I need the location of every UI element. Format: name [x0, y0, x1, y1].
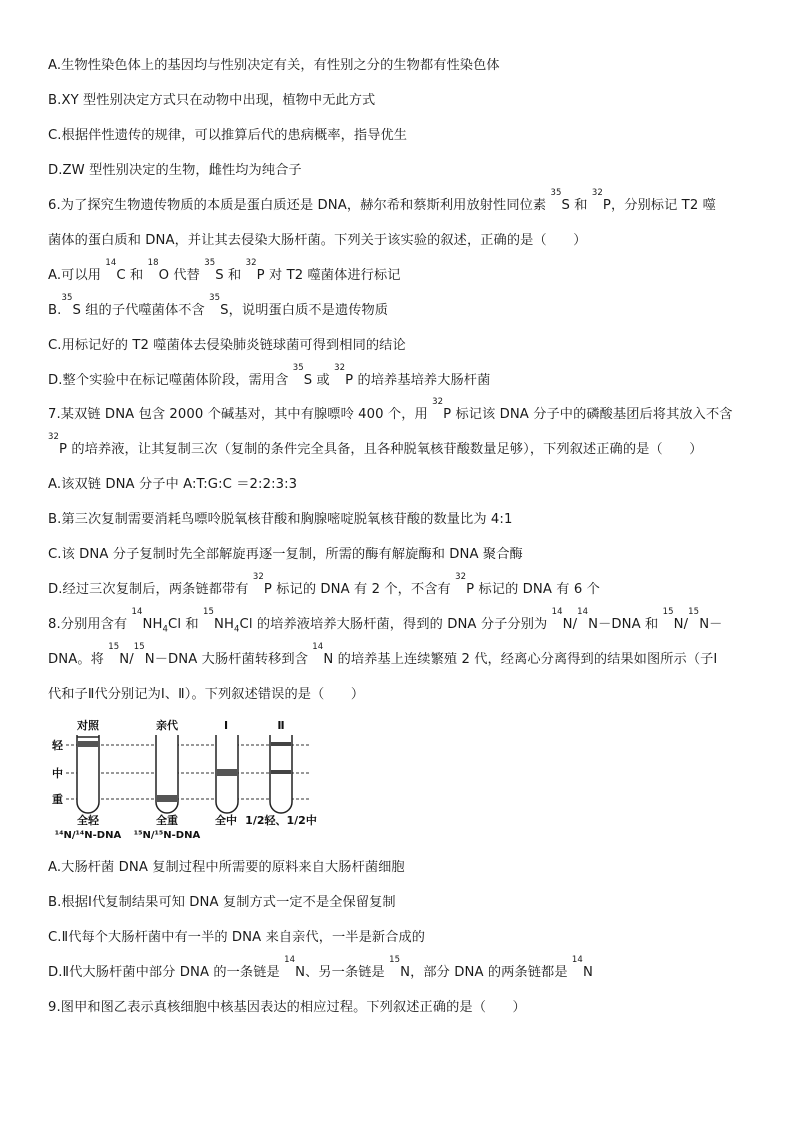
col-label-control: 对照 [77, 719, 99, 732]
q8-stem-part: N－DNA 和 [588, 617, 663, 632]
q8-stem-part: N/ [119, 652, 134, 667]
q5-option-a-text: A.生物性染色体上的基因均与性别决定有关，有性别之分的生物都有性染色体 [48, 58, 500, 73]
band-gen2-middle [271, 770, 291, 774]
row-label-middle: 中 [52, 767, 63, 780]
q8-sup: 14 [551, 607, 563, 617]
q6-b-part: S 组的子代噬菌体不含 [72, 303, 210, 318]
q8-sup: 15 [662, 607, 674, 617]
band-parent-heavy [157, 795, 177, 802]
q5-option-a [48, 56, 758, 76]
q6-b-sup: 35 [61, 293, 73, 303]
q7-d-part: P 标记的 DNA 有 6 个 [466, 582, 600, 597]
q8-stem-part: N/ [673, 617, 689, 632]
q7-stem-line2 [48, 432, 758, 460]
q7-stem-part: P 的培养液，让其复制三次（复制的条件完全具备，且各种脱氧核苷酸数量足够），下列叙述正确的是（ ） [59, 442, 703, 457]
q8-d-sup: 14 [284, 955, 296, 965]
q6-option-d [48, 363, 758, 391]
q6-sup: 35 [550, 188, 562, 198]
q6-c-text: C.用标记好的 T2 噬菌体去侵染肺炎链球菌可得到相同的结论 [48, 338, 406, 353]
q7-d-part: P 标记的 DNA 有 2 个，不含有 [263, 582, 456, 597]
q6-a-sup: 14 [105, 258, 117, 268]
q7-d-part: D.经过三次复制后，两条链都带有 [48, 582, 253, 597]
q8-stem-part: NH [142, 617, 163, 632]
q7-option-d [48, 572, 758, 600]
centrifugation-figure [48, 717, 318, 842]
q8-sup: 14 [577, 607, 589, 617]
bottom-label-gen2: 1/2轻、1/2中 [245, 814, 317, 827]
q8-stem-part: 8.分别用含有 [48, 617, 132, 632]
q5-option-b-text: B.XY 型性别决定方式只在动物中出现，植物中无此方式 [48, 93, 376, 108]
q6-a-part: C 和 [116, 268, 148, 283]
q6-stem-line1 [48, 188, 758, 216]
q6-b-part: S，说明蛋白质不是遗传物质 [220, 303, 389, 318]
sub-label-parent: ¹⁵N/¹⁵N-DNA [133, 830, 201, 841]
q6-a-sup: 18 [147, 258, 159, 268]
q6-d-sup: 32 [334, 363, 346, 373]
q8-a-text: A.大肠杆菌 DNA 复制过程中所需要的原料来自大肠杆菌细胞 [48, 860, 405, 875]
q8-option-a [48, 858, 758, 878]
q5-option-d-text: D.ZW 型性别决定的生物，雌性均为纯合子 [48, 163, 302, 178]
q7-stem-part: 7.某双链 DNA 包含 2000 个碱基对，其中有腺嘌呤 400 个，用 [48, 407, 433, 422]
q5-option-b [48, 91, 758, 111]
band-gen2-light [271, 742, 291, 746]
q6-b-part: B. [48, 303, 62, 318]
q6-a-part: A.可以用 [48, 268, 106, 283]
q6-option-b [48, 293, 758, 321]
q8-stem-part: DNA。将 [48, 652, 109, 667]
q8-c-text: C.Ⅱ代每个大肠杆菌中有一半的 DNA 来自亲代，一半是新合成的 [48, 930, 426, 945]
q6-stem-part: S 和 [561, 198, 592, 213]
q6-stem-part: 6.为了探究生物遗传物质的本质是蛋白质还是 DNA，赫尔希和蔡斯利用放射性同位素 [48, 198, 551, 213]
q7-d-sup: 32 [455, 572, 467, 582]
q8-sup: 15 [688, 607, 700, 617]
bottom-label-parent: 全重 [156, 814, 178, 827]
q8-stem-part: N－DNA 大肠杆菌转移到含 [144, 652, 313, 667]
q8-sub: 4 [234, 624, 240, 635]
row-label-light: 轻 [52, 739, 63, 752]
sub-label-control: ¹⁴N/¹⁴N-DNA [54, 830, 122, 841]
q8-stem-part: Cl 和 [168, 617, 203, 632]
q7-c-text: C.该 DNA 分子复制时先全部解旋再逐一复制，所需的酶有解旋酶和 DNA 聚合酶 [48, 547, 523, 562]
q8-d-part: D.Ⅱ代大肠杆菌中部分 DNA 的一条链是 [48, 965, 285, 980]
band-control-light [78, 741, 98, 747]
q8-stem-line1 [48, 607, 758, 640]
q8-sup: 15 [203, 607, 215, 617]
bottom-label-gen1: 全中 [215, 814, 237, 827]
q9-stem [48, 998, 758, 1018]
q6-a-part: S 和 [215, 268, 246, 283]
q9-stem-text: 9.图甲和图乙表示真核细胞中核基因表达的相应过程。下列叙述正确的是（ ） [48, 1000, 526, 1015]
q6-a-part: O 代替 [158, 268, 205, 283]
q7-d-sup: 32 [252, 572, 264, 582]
q6-stem-part: P，分别标记 T2 噬 [602, 198, 716, 213]
q6-stem-line2 [48, 231, 758, 251]
q8-sup: 15 [108, 642, 120, 652]
q8-option-d [48, 955, 758, 983]
q6-option-a [48, 258, 758, 286]
q8-stem-part: 代和子Ⅱ代分别记为Ⅰ、Ⅱ）。下列叙述错误的是（ ） [48, 687, 365, 702]
q8-stem-part: N－ [699, 617, 723, 632]
q5-option-c [48, 126, 758, 146]
q7-b-text: B.第三次复制需要消耗鸟嘌呤脱氧核苷酸和胸腺嘧啶脱氧核苷酸的数量比为 4:1 [48, 512, 513, 527]
q7-sup: 32 [48, 432, 60, 442]
q6-d-part: D.整个实验中在标记噬菌体阶段，需用含 [48, 373, 293, 388]
q8-stem-part: N 的培养基上连续繁殖 2 代，经离心分离得到的结果如图所示（子Ⅰ [323, 652, 718, 667]
bottom-label-control: 全轻 [77, 814, 99, 827]
q8-b-text: B.根据Ⅰ代复制结果可知 DNA 复制方式一定不是全保留复制 [48, 895, 396, 910]
q8-d-sup: 15 [389, 955, 401, 965]
q7-sup: 32 [432, 397, 444, 407]
q5-option-d [48, 161, 758, 181]
col-label-gen1: Ⅰ [223, 719, 229, 732]
q6-stem-part: 菌体的蛋白质和 DNA，并让其去侵染大肠杆菌。下列关于该实验的叙述，正确的是（ ） [48, 233, 587, 248]
q8-stem-part: N/ [562, 617, 578, 632]
q8-stem-part: Cl 的培养液培养大肠杆菌，得到的 DNA 分子分别为 [239, 617, 552, 632]
q8-d-sup: 14 [571, 955, 583, 965]
q6-sup: 32 [591, 188, 603, 198]
q7-option-b [48, 510, 758, 530]
q8-sup: 14 [312, 642, 324, 652]
q8-sup: 14 [131, 607, 143, 617]
q6-a-sup: 35 [204, 258, 216, 268]
q8-d-part: N、另一条链是 [295, 965, 390, 980]
col-label-parent: 亲代 [156, 719, 178, 732]
q8-d-part: N，部分 DNA 的两条链都是 [400, 965, 572, 980]
q8-stem-line2 [48, 642, 758, 670]
col-label-gen2: Ⅱ [277, 719, 285, 732]
q7-option-c [48, 545, 758, 565]
q8-option-c [48, 928, 758, 948]
q6-d-part: S 或 [303, 373, 335, 388]
q6-d-sup: 35 [292, 363, 304, 373]
q8-d-part: N [582, 965, 593, 980]
q6-a-sup: 32 [245, 258, 257, 268]
q8-option-b [48, 893, 758, 913]
band-gen1-middle [217, 769, 237, 776]
q6-a-part: P 对 T2 噬菌体进行标记 [256, 268, 401, 283]
row-label-heavy: 重 [52, 793, 63, 806]
q8-sup: 15 [133, 642, 145, 652]
q7-stem-part: P 标记该 DNA 分子中的磷酸基团后将其放入不含 [443, 407, 733, 422]
q5-option-c-text: C.根据伴性遗传的规律，可以推算后代的患病概率，指导优生 [48, 128, 408, 143]
q7-a-text: A.该双链 DNA 分子中 A:T:G:C ＝2:2:3:3 [48, 477, 298, 492]
q6-option-c [48, 336, 758, 356]
q8-sub: 4 [162, 624, 169, 635]
q6-b-sup: 35 [209, 293, 221, 303]
q7-stem-line1 [48, 397, 758, 425]
q7-option-a [48, 475, 758, 495]
q6-d-part: P 的培养基培养大肠杆菌 [345, 373, 491, 388]
q8-stem-line3 [48, 685, 758, 705]
q8-stem-part: NH [214, 617, 235, 632]
